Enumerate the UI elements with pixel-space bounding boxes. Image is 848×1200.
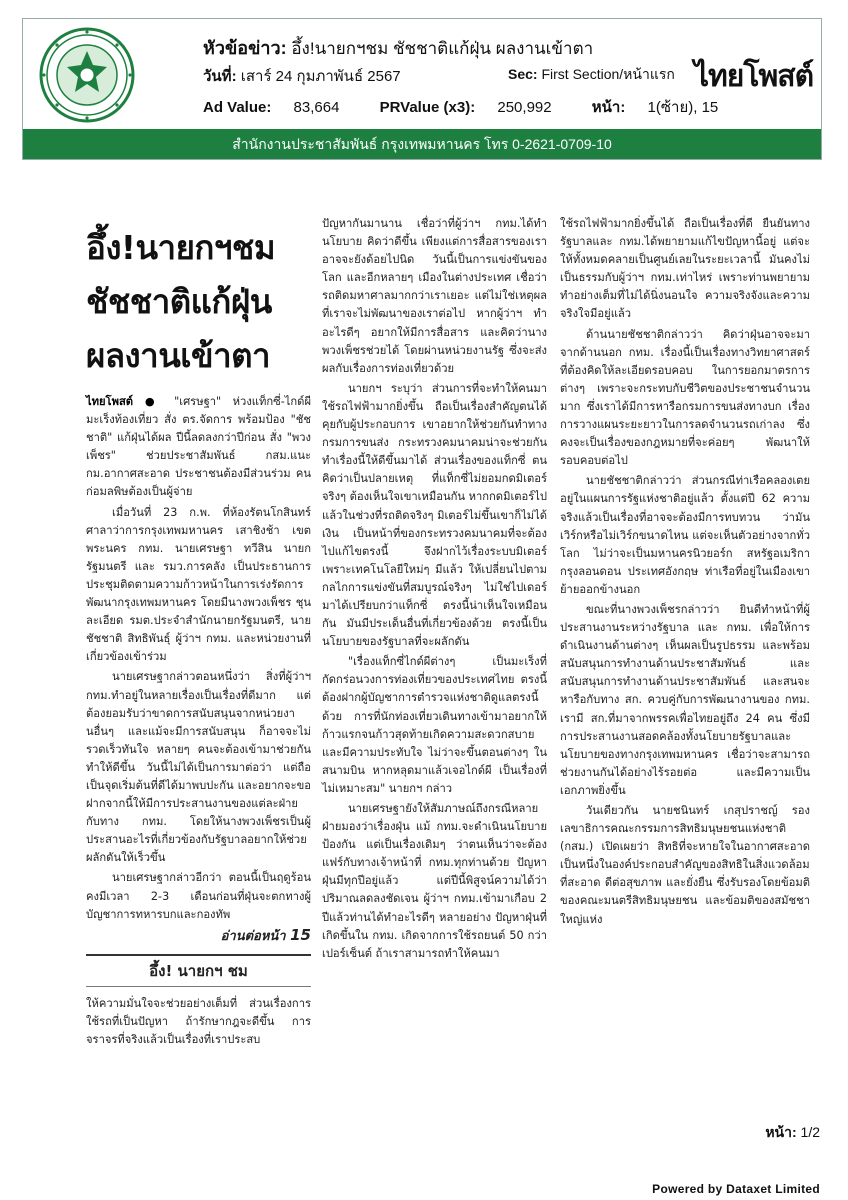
lead-text: "เศรษฐา" ห่วงแท็กซี่-ไกด์ผี มะเร็งท้องเที่ยว สั่ง ตร.จัดการ พร้อมป้อง "ชัชชาติ" แก้ฝุ่นได้ผล ปีนี้ลดลงกว่าปีก่อน สั่ง "พวงเพ็ชร" ช่วยประชาสัมพันธ์ กสม.แนะ กม.อากาศสะอาด ประชาชนต้องมีส่วนร่วม คนก่อมลพิษต้องเป็นผู้จ่าย [86,395,311,499]
paragraph: ด้านนายชัชชาติกล่าวว่า คิดว่าฝุ่นอาจจะมาจากด้านนอก กทม. เรื่องนี้เป็นเรื่องทางวิทยาศาสตร์ที่ต้องคิดให้ละเอียดรอบคอบ ในการยอกมาตรการต่างๆ เพราะจะกระทบกับชีวิตของประชาชนจำนวนมาก ซึ่งเราได้มีการหารือกรมการขนส่งทางบก เรื่องการวางแผนระยะยาวในการลดจำนวนรถเก่าลง ซึ่งคงจะเป็นเรื่องของกฎหมายที่จะค่อยๆ พัฒนาให้รอบคอบต่อไป [560,327,810,468]
powered-by: Powered by Dataxet Limited [652,1182,820,1196]
headline: อึ้ง!นายกฯชม ชัชชาติแก้ฝุ่น ผลงานเข้าตา [86,228,276,375]
page-number-value: 1/2 [800,1124,820,1140]
continued-label: อ่านต่อหน้า [220,928,286,944]
pr-value [380,99,570,116]
page-number-label: หน้า: [765,1124,797,1140]
paragraph: นายเศรษฐากล่าวตอนหนึ่งว่า สิ่งที่ผู้ว่าฯ กทม.ทำอยู่ในหลายเรื่องเป็นเรื่องที่ดีมาก แต่ต้องยอมรับว่าขาดการสนับสนุนจากหน่วยงานอื่นๆ และแม้จะมีการสนับสนุน ก็อาจจะไม่รวดเร็วทันใจ หลายๆ คนจะต้องเข้ามาช่วยกันทำให้ดีขึ้น วันนี้ไม่ได้เป็นการมาต่อว่า แต่ถือเป็นจุดเริ่มต้นที่ดีได้มาพบปะกัน และอยากจะขอฝากจากนี้ให้มีการประสานงานของแต่ละฝ่ายกับทาง กทม. โดยให้นางพวงเพ็ชรเป็นผู้ประสานอะไรที่เกี่ยวข้องกับรัฐบาลอยากให้ช่วยผลักดันให้เร็วขึ้น [86,670,311,865]
clipping-header [22,18,822,160]
section-label: Sec: [508,66,538,82]
article-column-2 [322,215,547,965]
page-number [765,1122,820,1144]
paragraph: วันเดียวกัน นายชนินทร์ เกสุปราชญ์ รองเลขาธิการคณะกรรมการสิทธิมนุษยชนแห่งชาติ (กสม.) เปิดเผยว่า สิทธิที่จะหายใจในอากาศสะอาด เป็นหนึ่งในองค์ประกอบสำคัญของสิทธิในสิ่งแวดล้อมที่สะอาด ดีต่อสุขภาพ และยั่งยืน ซึ่งรับรองโดยข้อมติของคณะมนตรีสิทธิมนุษยชน และข้อมติของสมัชชาใหญ่แห่ง [560,804,810,926]
section-info [508,64,675,86]
office-bar: สำนักงานประชาสัมพันธ์ กรุงเทพมหานคร โทร 0-2621-0709-10 [23,129,821,159]
page-label: หน้า: [591,99,626,116]
paragraph: ให้ความมั่นใจจะช่วยอย่างเต็มที่ ส่วนเรื่องการใช้รถที่เป็นปัญหา ถ้ารักษากฎจะดีขึ้น การจราจรที่จริงแล้วเป็นเรื่องที่เราประสบ [86,996,311,1047]
value-row [203,95,719,117]
paragraph: ขณะที่นางพวงเพ็ชรกล่าวว่า ยินดีทำหน้าที่ผู้ประสานงานระหว่างรัฐบาล และ กทม. เพื่อให้การดำเนินงานด้านต่างๆ เห็นผลเป็นรูปธรรม และพร้อมสนับสนุนการทำงานด้านประชาสัมพันธ์ และสนับสนุนการทำงานด้านประชาสัมพันธ์ และสนจะหารือกับทาง สก. ควบคู่กับการพัฒนางานของ กทม. เรามี สก.ที่มาจากพรรคเพื่อไทยอยู่ถึง 24 คน ซึ่งมีการประสานงานสอดคล้องทั้งนโยบายรัฐบาลและนโยบายของทางกรุงเทพมหานคร เชื่อว่าจะสามารถช่วยงานกันได้อย่างไร้รอยต่อ และมีความเป็นเอกภาพยิ่งขึ้น [560,602,810,797]
article [86,215,816,1110]
paragraph: นายชัชชาติกล่าวว่า ส่วนกรณีท่าเรือคลองเตย อยู่ในแผนการรัฐแห่งชาติอยู่แล้ว ตั้งแต่ปี 62 ความจริงแล้วเป็นเรื่องที่อาจจะต้องมีการทบทวน ว่ามันเวิร์กหรือไม่เวิร์กขนาดไหน แต่จะเห็นตัวอย่างจากทั่วโลก ไม่ว่าจะเป็นมหานครนิวยอร์ก สหรัฐอเมริกา กรุงลอนดอน ประเทศอังกฤษ ท่าเรือที่อยู่ในเมืองเขาย้ายออกข้างนอก [560,474,810,596]
paragraph: "เรื่องแท็กซี่ไกด์ผีต่างๆ เป็นมะเร็งที่กัดกร่อนวงการท่องเที่ยวของประเทศไทย ตรงนี้ต้องฝากผู้บัญชาการตำรวจแห่งชาติดูแลตรงนี้ด้วย การที่นักท่องเที่ยวเดินทางเข้ามาอยากให้ก้าวแรกจนก้าวสุดท้ายเกิดความสะดวกสบายและมีความประทับใจ ไม่ว่าจะขึ้นตอนต่างๆ ในสนามบิน หากหลุดมาแล้วเจอไกด์ผี เป็นเรื่องที่ไม่เหมาะสม" นายกฯ กล่าว [322,655,547,795]
ad-value [203,99,357,116]
pr-value-number: 250,992 [497,99,552,116]
news-title-row [203,33,683,58]
lead-paragraph [86,393,311,502]
article-column-1 [86,215,311,1051]
continued-page: 15 [290,925,311,944]
date-row [203,64,683,86]
paragraph: ปัญหากันมานาน เชื่อว่าที่ผู้ว่าฯ กทม.ได้ทำนโยบาย คิดว่าดีขึ้น เพียงแต่การสื่อสารของเราอาจจะยังด้อยไปนิด วันนี้เป็นการแข่งขันของโลก และอีกหลายๆ เมืองในต่างประเทศ เชื่อว่ารถติดมหาศาลมากกว่าเราเยอะ แต่ไม่ใช่เหตุผลที่เราจะไม่พัฒนาของเราต่อไป หากผู้ว่าฯ ทำอะไรดีๆ อยากให้มีการสื่อสาร และคิดว่านางพวงเพ็ชรช่วยได้ โดยผ่านหน่วยงานรัฐ ซึ่งจะส่งผลกับเรื่องการท่องเที่ยวด้วย [322,217,547,375]
date-value: เสาร์ 24 กุมภาพันธ์ 2567 [240,68,401,85]
newspaper-brand: ไทยโพสต์ [693,59,814,94]
news-title-label: หัวข้อข่าว: [203,38,287,58]
clipping-info [203,33,719,126]
news-title-value: อึ้ง!นายกฯชม ชัชชาติแก้ฝุ่น ผลงานเข้าตา [291,39,594,58]
date-label: วันที่: [203,68,237,85]
paragraph: ใช้รถไฟฟ้ามากยิ่งขึ้นได้ ถือเป็นเรื่องที่ดี ยืนยันทางรัฐบาลและ กทม.ได้พยายามแก้ไขปัญหานี้อยู่ แต่จะให้ทั้งหมดคลายเป็นศูนย์เลยในระยะเวลานี้ มันคงไม่เป็นธรรมกับผู้ว่าฯ กทม.เท่าไหร่ เพราะท่านพยายามทำอย่างเต็มที่ไม่ได้นิ่งนอนใจ ความจริงจังและความจริงใจมีอยู่แล้ว [560,217,810,321]
article-column-3 [560,215,810,931]
pr-value-label: PRValue (x3): [379,99,476,116]
page-value: 1(ซ้าย), 15 [647,99,719,116]
paragraph: เมื่อวันที่ 23 ก.พ. ที่ห้องรัตนโกสินทร์ ศาลาว่าการกรุงเทพมหานคร เสาชิงช้า เขตพระนคร กทม. นายเศรษฐา ทวีสิน นายกรัฐมนตรี และ รมว.การคลัง เป็นประธานการประชุมติดตามความก้าวหน้าในการเร่งรัดการพัฒนากรุงเทพมหานคร โดยมีนางพวงเพ็ชร ชุนละเอียด รมต.ประจำสำนักนายกรัฐมนตรี, นายชัชชาติ สิทธิพันธุ์ ผู้ว่าฯ กทม. และหน่วยงานที่เกี่ยวข้องเข้าร่วม [86,505,311,664]
source-tag: ไทยโพสต์ ● [86,395,163,408]
continued-subhead: อึ้ง! นายกฯ ชม [86,954,311,987]
ad-value-number: 83,664 [293,99,340,116]
paragraph: นายเศรษฐายังให้สัมภาษณ์ถึงกรณีหลายฝ่ายมองว่าเรื่องฝุ่น แม้ กทม.จะดำเนินนโยบายป้องกัน แต่เป็นเรื่องเดิมๆ ว่าตนเห็นว่าจะต้องแฟร์กับทางเจ้าหน้าที่ กทม.ทุกท่านด้วย ปัญหาฝุ่นมีทุกปีอยู่แล้ว แต่ปีนี้พิสูจน์ความได้ว่าปริมาณลดลงชัดเจน ผู้ว่าฯ กทม.เข้ามาเกือบ 2 ปีแล้วท่านได้ทำอะไรดีๆ หลายอย่าง ปัญหาฝุ่นที่เกิดขึ้นใน กทม. เกิดจากการใช้รถยนต์ 50 กว่าเปอร์เซ็นต์ ถ้าเราสามารถทำให้คนมา [322,802,547,960]
paragraph: นายเศรษฐากล่าวอีกว่า ตอนนี้เป็นฤดูร้อน คงมีเวลา 2-3 เดือนก่อนที่ฝุ่นจะตกทางผู้บัญชาการทหารบกและกองทัพ [86,871,311,921]
bangkok-seal-logo [33,25,141,125]
ad-value-label: Ad Value: [203,99,272,116]
page-info [592,99,736,116]
section-value: First Section/หน้าแรก [541,66,675,82]
paragraph: นายกฯ ระบุว่า ส่วนการที่จะทำให้คนมาใช้รถไฟฟ้ามากยิ่งขึ้น ถือเป็นเรื่องสำคัญตนได้คุยกับผู้ประกอบการ เขาอยากให้ช่วยกันทำทางกรมการขนส่ง กระทรวงคมนาคมน่าจะช่วยกันทำเรื่องนี้ให้ดีขึ้นมาได้ ส่วนเรื่องของแท็กซี่ ตนคิดว่าเป็นปลายเหตุ ที่แท็กซี่ไม่ยอมกดมิเตอร์ จริงๆ ต้องเห็นใจเขาเหมือนกัน หากกดมิเตอร์ไปแล้วในช่วงที่รถติดจริงๆ มิเตอร์ไม่ขึ้นเขาก็ไม่ได้เงิน เป็นหน้าที่ของกระทรวงคมนาคมที่จะต้องไปแก้ไขตรงนี้ จึงฝากไว้เรื่องระบบมิเตอร์ เพราะเทคโนโลยีใหม่ๆ มีแล้ว ให้เปลี่ยนไปตามกลไกการแข่งขันที่สมบูรณ์จริงๆ ไม่ใช่ไปเดอร์มาได้เปรียบกว่าแท็กซี่ ตรงนี้น่าเห็นใจเหมือนกัน มันมีประเด็นอื่นที่เกี่ยวข้องด้วย ตรงนี้เป็นนโยบายของรัฐบาลที่จะผลักดัน [322,381,547,649]
continued-note [86,926,311,946]
